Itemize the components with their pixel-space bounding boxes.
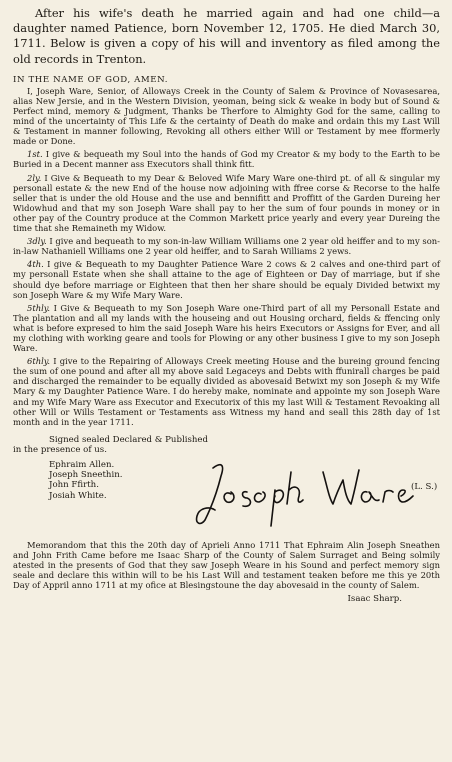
intro-paragraph: After his wife's death he married again and had one child—a daughter named Patience, born November 12, 1705. He died March 30, 1711. Below is given a copy of his will and inventory as filed among the old records in Trenton. xyxy=(13,6,440,66)
item-text: I give & Bequeath to my Daughter Patience Ware 2 cows & 2 calves and one-third part of my personall Estate when she shall attaine to the age of Eighteen or Day of marriage, but if she should dye before marriage or Eighteen that then her share should be equaly Divided betwixt my son Joseph Ware & my Wife Mary Ware. xyxy=(13,259,440,300)
will-item xyxy=(13,173,440,234)
will-item xyxy=(13,356,440,427)
item-text: I give & bequeath my Soul into the hands of God my Creator & my body to the Earth to be Buried in a Decent manner ass Executors shall think fitt. xyxy=(13,149,440,170)
witness-name: Josiah White. xyxy=(49,490,107,501)
item-text: I give to the Repairing of Alloways Creek meeting House and the bureing ground fencing the sum of one pound and after all my above said Legaceys and Debts with ffunirall charges be paid and discharged the remainder to be equally divided as abovesaid Betwixt my son Joseph & my Wife Mary & my Daughter Patience Ware. I do hereby make, nominate and appointe my son Joseph Ware and my Wife Mary Ware ass Executor and Executorix of this my last Will & Testament Revoaking all other Will or Wills Testament or Testaments ass Witness my hand and seall this 28th day of 1st month and in the year 1711. xyxy=(13,356,440,427)
will-item xyxy=(13,259,440,299)
item-text: I Give & Bequeath to my Dear & Beloved Wife Mary Ware one-third pt. of all & singular my personall estate & the new End of the house now adjoining with ffree corse & Recorse to the halfe seller that is under the old House and the use and bennifitt and Proffitt of the Garden Dureing her Widowhud and that my son Joseph Ware shall pay to her the sum of four pounds in money or in other pay of the Country produce at the Common Markett price yearly and every year Dureing the time that she Remaineth my Widow. xyxy=(13,172,440,234)
item-text: I give and bequeath to my son-in-law William Williams one 2 year old heiffer and to my son-in-law Nathaniell Williams one 2 year old heiffer, and to Sarah Williams 2 yews. xyxy=(13,236,440,257)
item-number: 6thly. xyxy=(27,356,51,367)
handwritten-signature xyxy=(191,450,421,530)
witness-name: John Ffirth. xyxy=(49,480,99,491)
presence-line: in the presence of us. xyxy=(13,445,107,456)
item-number: 5thly. xyxy=(27,302,51,313)
item-number: 3dly. xyxy=(27,236,47,247)
item-number: 2ly. xyxy=(27,172,42,183)
will-preamble: I, Joseph Ware, Senior, of Alloways Creek in the County of Salem & Province of Novasesarea, alias New Jersie, and in the Western Division, yeoman, being sick & weake in body but of Sound & Perfect mind, memory & Judgment, Thanks be Therfore to Almighty God for the same, calling to mind of the uncertainty of This Life & the certainty of Death do make and ordain this my Last Will & Testament in manner following, Revoking all others either Will or Testament by mee fformerly made or Done. xyxy=(13,85,440,147)
will-heading: IN THE NAME OF GOD, AMEN. xyxy=(13,74,169,85)
will-item xyxy=(13,149,440,169)
memorandum-paragraph: Memorandom that this the 20th day of Aprieli Anno 1711 That Ephraim Alin Joseph Sneathen and John Frith Came before me Isaac Sharp of the County of Salem Surraget and Being solmily atested in the presents of God that they saw Joseph Weare in his Sound and perfect memory sign seale and declare this within will to be his Last Will and testament teaken before me this ye 20th Day of Appril anno 1711 at my ofice at Blesingstoune the day abovesaid in the county of Salem. xyxy=(13,539,440,590)
item-number: 4th. xyxy=(27,259,44,270)
witness-list xyxy=(49,460,122,502)
signature-block xyxy=(13,458,440,530)
will-item xyxy=(13,236,440,256)
seal-mark: (L. S.) xyxy=(411,481,438,492)
signed-line: Signed sealed Declared & Published xyxy=(49,434,208,445)
item-number: 1st. xyxy=(27,149,43,160)
clerk-signature: Isaac Sharp. xyxy=(347,594,402,605)
item-text: I Give & Bequeath to my Son Joseph Ware one-Third part of all my Personall Estate and The plantation and all my lands with the houseing and out Housing orchard, fields & ffencing only what is before expresed to him the said Joseph Ware his heirs Executors or Assigns for Ever, and all my clothing with working geare and tools for Plowing or any other business I give to my son Joseph Ware. xyxy=(13,302,440,354)
witness-name: Joseph Sneethin. xyxy=(49,470,123,481)
witness-name: Ephraim Allen. xyxy=(49,459,115,470)
will-item xyxy=(13,303,440,353)
